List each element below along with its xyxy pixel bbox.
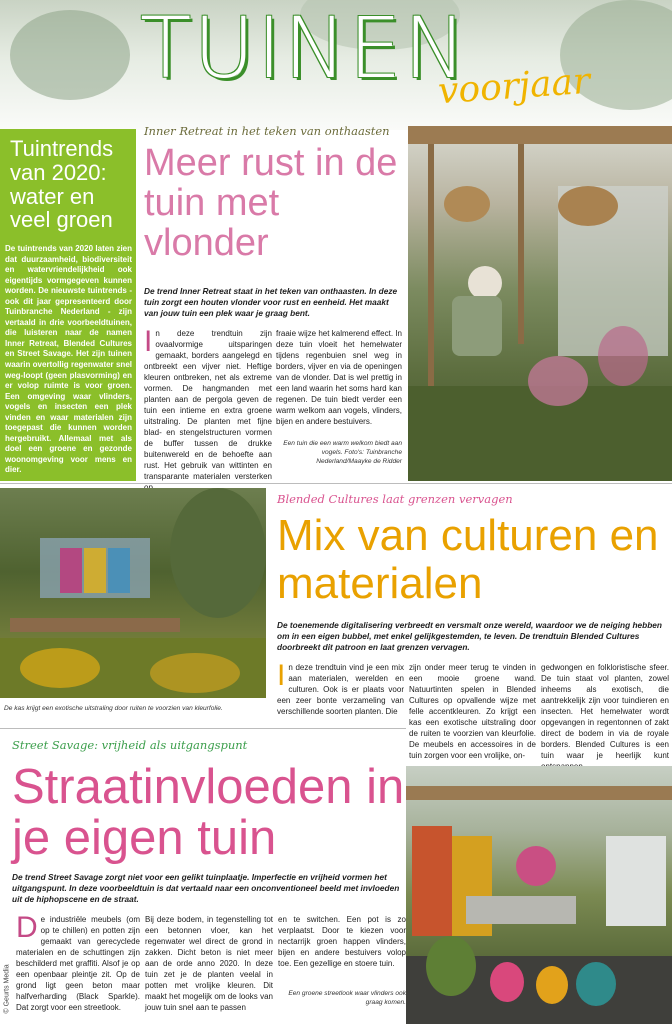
article1-dropcap: I	[144, 325, 153, 358]
yellow-flowers	[150, 653, 240, 693]
article1-column-1	[144, 325, 272, 493]
article3-column-1	[16, 911, 140, 1013]
article1-caption: Een tuin die een warm welkom biedt aan vogels. Foto's: Tuinbranche Nederland/Maayke de Ridder	[283, 440, 402, 465]
teal-pot	[576, 962, 616, 1006]
article1-col1-text: n deze trendtuin zijn ovaalvormige uitsparingen gemaakt, borders aangelegd en ontbreekt een vijver niet. Heftige kleuren ontbreken, net als extreme vormen. De hangmanden met planten aan de pergola geven de tuin een intieme en extra groene uitstraling. De planten met fijne blad- en stengelstructuren vormen de buffer tussen de drukke buitenwereld en de behoefte aan rust. Het gebruik van wittinten en transparante materialen versterken	[144, 329, 272, 482]
photo-credit: © Geurts Media	[3, 964, 11, 1014]
plants	[426, 936, 476, 996]
section-divider	[0, 483, 672, 484]
article2-dropcap: I	[277, 659, 286, 692]
masthead-season: voorjaar	[436, 60, 592, 113]
pergola-beam	[408, 126, 672, 144]
article2-column-3: gedwongen en folkloristische sfeer. De tuin staat vol planten, zowel inheems als exotisch, die aantrekkelijk zijn voor tuindieren en insecten. Het hemelwater wordt opgevangen in regentonnen of zakt direct de bodem in via de royale borders. Blended Cultures is een tuin waar je heerlijk kunt	[541, 663, 669, 761]
article2-col1-text: n deze trendtuin vind je een mix aan materialen, werelden en culturen. Ook is er plaats voor een zeer bonte verzameling van verschillende soorten planten. Die	[277, 663, 404, 717]
article1-lead: De trend Inner Retreat staat in het teken van onthaasten. In deze tuin zorgt een houten vlonder voor rust en eenheid. Het maakt van jouw tuin een plek waar je graag bent.	[144, 286, 398, 319]
bench	[10, 618, 180, 632]
article3-kicker: Street Savage: vrijheid als uitgangspunt	[12, 738, 248, 752]
article3-dropcap: D	[16, 911, 38, 944]
article3-lead: De trend Street Savage zorgt niet voor een gelikt tuinplaatje. Imperfectie en vrijheid vormen het uitgangspunt. In deze voorbeeldtuin is dat vertaald naar een onconventioneel beeld met invloeden uit de hiphopscene en de straat.	[12, 872, 400, 905]
article3-column-2: Bij deze bodem, in tegenstelling tot een betonnen vloer, kan het regenwater wel direct de grond in zakken. Dicht beton is niet meer aan de orde anno 2020. In deze tuin zet je de planten veelal in potten met vrolijke kleuren. Dit maakt het mogelijk om de looks van jouw tuin snel aan te passen	[145, 915, 273, 1013]
foliage-decoration	[10, 10, 130, 100]
article2-caption: De kas krijgt een exotische uitstraling door ruiten te voorzien van kleurfolie.	[4, 705, 223, 712]
section-divider	[0, 728, 406, 729]
masthead-title: TUINEN	[140, 0, 469, 97]
article3-photo	[406, 766, 672, 1024]
colored-window	[84, 548, 106, 593]
graffiti-wall	[412, 826, 452, 936]
yellow-flowers	[20, 648, 100, 688]
pink-pot	[490, 962, 524, 1002]
person-body	[452, 296, 502, 356]
article1-column-2: fraaie wijze het kalmerend effect. In deze tuin vloeit het hemelwater tijdens regenbuien snel weg in borders, vijver en via de openingen van de vlonder. Dat is wel prettig in een land waarin het soms hard kan regenen. De tuin biedt verder een warm welkom aan vogels, vlinders, bijen en andere bestuivers.	[276, 329, 402, 427]
article3-column-3: en te switchen. Een pot is zo verplaatst. Door te kiezen voor nectarrijk groen happen vlinders, bijen en andere bestuivers volop toe. Een gezellige en stoere tuin.	[278, 915, 406, 969]
colored-window	[108, 548, 130, 593]
person	[468, 266, 502, 300]
sidebar-title: Tuintrends van 2020: water en veel groen	[10, 136, 114, 233]
pink-flowers	[598, 326, 648, 386]
pergola-post	[518, 144, 524, 344]
person	[516, 846, 556, 886]
article1-kicker: Inner Retreat in het teken van onthaasten	[144, 124, 390, 138]
hanging-basket	[558, 186, 618, 226]
article2-lead: De toenemende digitalisering verbreedt en versmalt onze wereld, waardoor we de neiging hebben om in een eigen bubbel, met enkel gelijkgestemden, te leven. De trendtuin Blended Cultures doorbreekt dit patroon en laat grenzen vervagen.	[277, 620, 662, 653]
concrete-bench	[466, 896, 576, 924]
colored-window	[60, 548, 82, 593]
hanging-basket	[444, 186, 490, 222]
yellow-chair	[536, 966, 568, 1004]
article3-caption: Een groene streetlook waar vlinders ook graag komen.	[288, 990, 406, 1006]
article2-column-1	[277, 659, 404, 717]
pergola-beam	[406, 786, 672, 800]
article1-photo	[408, 126, 672, 481]
sidebar-body: De tuintrends van 2020 laten zien dat duurzaamheid, biodiversiteit en watervriendelijkheid ook eigentijds vormgegeven kunnen worden. De nieuwste tuintrends - ook dit jaar gepresenteerd door Tuinbranche Nederland - zijn vertaald in drie voorbeeldtuinen, die luisteren naar de namen Inner Retreat, Blended Cultures en Street Savage. Het zijn tuinen waarin overtollig regenwater snel weg-loopt (geen plasvorming) en er volop ruimte is voor groen. Een omgeving waar vlinders, vogels en insecten een plek vinden en waar materialen zijn toegepast die kunnen worden hergebruikt. Allemaal met als doel een groene en gezonde woonomgeving voor mens en dier.	[5, 244, 132, 475]
article2-photo	[0, 488, 266, 698]
pink-flowers	[528, 356, 588, 406]
article2-kicker: Blended Cultures laat grenzen vervagen	[277, 492, 513, 506]
article1-headline: Meer rust in de tuin met vlonder	[144, 142, 398, 264]
article2-headline: Mix van culturen en materialen	[277, 511, 659, 608]
tree	[170, 488, 266, 618]
article3-col1-text: e industriële meubels (om op te chillen) en potten zijn gemaakt van gerecyclede materialen en de schuttingen zijn beschilderd met graffiti. Alsof je op een openbaar pleintje zit. Op de grond ligt geen beton maar halfverharding (Black Sparkle). Dat zorgt voor een streetlook.	[16, 915, 140, 1013]
article3-headline: Straatinvloeden in je eigen tuin	[12, 760, 405, 866]
article2-column-2: zijn onder meer terug te vinden in een mooie groene wand. Natuurtinten spelen in Blended Cultures op opvallende wijze met felle accentkleuren. Zo krijgt een kas een exotische uitstraling door de ruiten te voorzien van kleurfolie. De meubels en accessoires in de tuin zorgen voor een vrolijke, on-	[409, 663, 536, 761]
patterned-screen	[606, 836, 666, 926]
